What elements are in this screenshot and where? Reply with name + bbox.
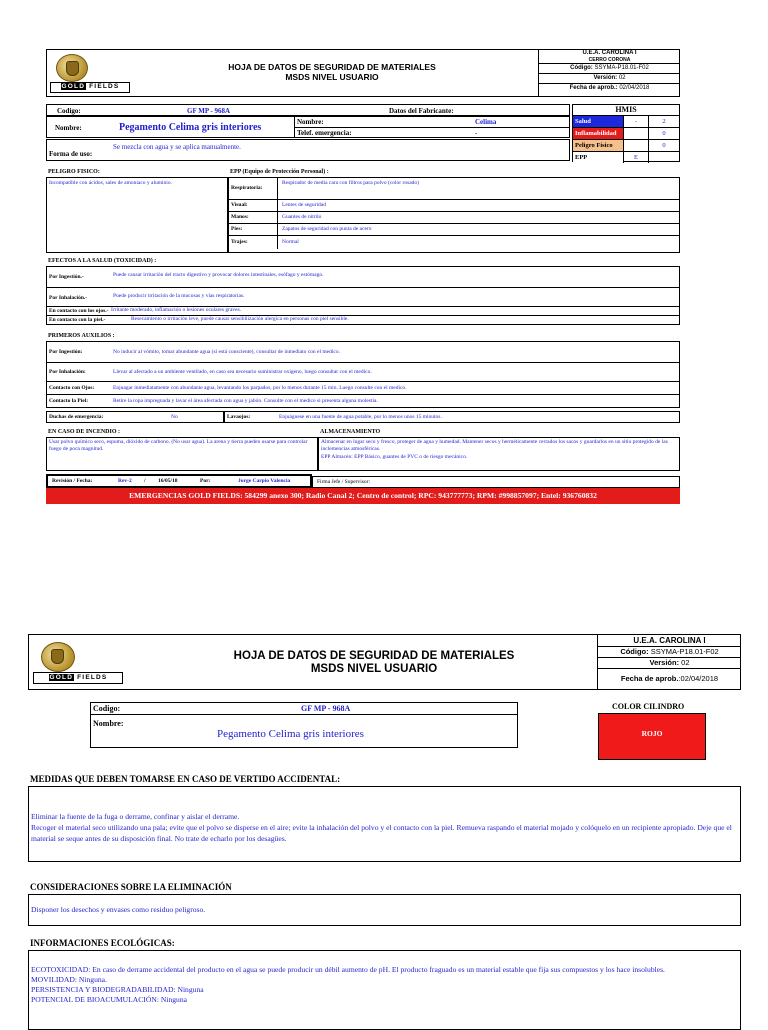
eliminacion-title: CONSIDERACIONES SOBRE LA ELIMINACIÓN	[30, 882, 232, 892]
eco-line: ECOTOXICIDAD: En caso de derrame accidental del producto en el agua se puede producir un débil aumento de pH. El producto fraguado es un material estable que fija sus compuestos y los hace insolubles.	[31, 965, 665, 974]
hmis-row-value: 2	[662, 118, 666, 125]
firma-label: Firma Jefe / Supervisor:	[317, 479, 371, 485]
forma-label: Forma de uso:	[49, 150, 93, 158]
page-title-2: HOJA DE DATOS DE SEGURIDAD DE MATERIALES MSDS NIVEL USUARIO	[233, 650, 515, 675]
incendio-box	[46, 437, 318, 471]
efectos-row-label: En contacto con la piel.-	[49, 317, 106, 323]
logo-wordmark: GOLD FIELDS	[33, 672, 123, 684]
auxilios-title: PRIMEROS AUXILIOS :	[48, 333, 115, 339]
duchas-value: No	[171, 414, 178, 420]
epp-row-value: Normal	[282, 239, 299, 246]
forma-uso-row	[46, 139, 570, 161]
codigo-value: SSYMA-P18.01-F02	[594, 65, 649, 71]
vertido-title: MEDIDAS QUE DEBEN TOMARSE EN CASO DE VERTIDO ACCIDENTAL:	[30, 774, 341, 784]
auxilios-row	[46, 381, 680, 395]
eco-line: POTENCIAL DE BIOACUMULACIÓN: Ninguna	[31, 995, 188, 1004]
epp-row	[229, 212, 679, 224]
emergency-contacts-bar: EMERGENCIAS GOLD FIELDS: 584299 anexo 300; Radio Canal 2; Centro de control; RPC: 943777773; RPM: #998857097; Entel: 936760832	[46, 488, 680, 504]
efectos-row-value: Irritante moderado, inflamación o lesiones oculares graves.	[111, 307, 242, 313]
fab-nombre-label: Nombre:	[297, 118, 324, 126]
eliminacion-box	[28, 894, 741, 926]
almacen-text: Almacenar en lugar seco y fresco, proteger de agua y humedad. Mantener secos y herméticamente cerrados los sacos y guardarlos en un sitio protegido de las inclemencias atmosféricas.	[321, 439, 668, 452]
efectos-row-value: Puede producir irritación de la mucosas y vías respiratorias.	[113, 293, 245, 299]
gold-fields-logo	[31, 637, 125, 687]
site-name: CERRO CORONA	[539, 57, 680, 64]
epp-title: EPP (Equipo de Protección Personal) :	[230, 169, 329, 175]
version-value: 02	[618, 75, 626, 81]
hmis-row	[573, 116, 679, 128]
auxilios-row	[46, 362, 680, 382]
vertido-box	[28, 786, 741, 862]
almacen-epp-text: EPP Almacén: EPP Básico, guantes de PVC o de riesgo mecánico.	[321, 454, 468, 460]
epp-row-label: Trajes:	[229, 236, 278, 249]
epp-row-value: Guantes de nitrilo	[282, 214, 322, 221]
forma-value: Se mezcla con agua y se aplica manualmente.	[113, 143, 241, 151]
lavaojos-value: Enjuáguese en una fuente de agua potable, por lo menos unos 15 minutos.	[279, 414, 442, 420]
color-cilindro-value: ROJO	[641, 729, 663, 738]
epp-row	[229, 178, 679, 200]
gold-fields-crest-icon	[41, 642, 75, 672]
auxilios-row-label: Por Inhalación:	[49, 369, 86, 375]
almacen-title: ALMACENAMIENTO	[320, 429, 381, 435]
epp-row-value: Zapatos de seguridad con punta de acero	[282, 226, 372, 233]
auxilios-row-label: Contacto con Ojos:	[49, 385, 95, 391]
epp-row-label: Pies:	[229, 224, 278, 235]
document-meta: U.E.A. CAROLINA I CERRO CORONA Código: SSYMA-P18.01-F02 Versión: 02 Fecha de aprob.: 02/04/2018	[538, 50, 680, 96]
gold-fields-logo	[48, 51, 132, 95]
revision-date: 16/05/18	[158, 478, 178, 484]
epp-row	[229, 224, 679, 236]
product-name: Pegamento Celima gris interiores	[119, 122, 262, 133]
efectos-row-label: En contacto con los ojos.-	[49, 308, 109, 314]
header-2	[28, 634, 741, 690]
incendio-title: EN CASO DE INCENDIO :	[48, 429, 121, 435]
codigo-label: Codigo:	[57, 107, 81, 115]
hmis-row	[573, 140, 679, 152]
hmis-row-mid	[624, 128, 649, 139]
codigo-value-2: GF MP - 968A	[301, 704, 351, 713]
efectos-row	[46, 287, 680, 307]
efectos-row	[46, 266, 680, 288]
revision-label: Revisión / Fecha:	[52, 478, 93, 484]
auxilios-row	[46, 394, 680, 408]
firma-row	[312, 476, 680, 488]
revision-row	[46, 474, 312, 488]
eco-title: INFORMACIONES ECOLÓGICAS:	[30, 938, 175, 948]
almacen-box	[318, 437, 680, 471]
document-meta-2: U.E.A. CAROLINA I Código: SSYMA-P18.01-F02 Versión: 02 Fecha de aprob.:02/04/2018	[597, 635, 741, 689]
hmis-row-label: Salud	[573, 116, 624, 127]
hmis-row	[573, 128, 679, 140]
peligro-title: PELIGRO FISICO:	[48, 169, 100, 175]
por-label: Por:	[200, 478, 211, 484]
hmis-row-value: 0	[662, 130, 666, 137]
hmis-row-value	[649, 152, 679, 163]
color-cilindro-swatch	[598, 713, 706, 760]
auxilios-row-label: Contacto la Piel:	[49, 398, 89, 404]
hmis-row-value: 0	[662, 142, 666, 149]
telef-label: Telef. emergencia:	[297, 129, 352, 137]
fab-nombre-value: Celima	[475, 118, 497, 126]
vertido-text-2: Recoger el material seco utilizando una pala; evite que el polvo se disperse en el aire; evite la inhalación del polvo y el contacto con la piel. Remueva raspando el material mojado y colóquelo en un recipiente apropiado. Deje que el material se seque antes de su disposición final. No trate de echarlo por los desagües.	[31, 823, 732, 843]
auxilios-row-value: Retire la ropa impregnada y lavar el área afectada con agua y jabón. Consulte con el medico si presenta alguna molestia.	[113, 398, 378, 404]
epp-row-value: Lentes de seguridad	[282, 202, 326, 209]
codigo-row	[46, 104, 570, 116]
duchas-label: Duchas de emergencia:	[49, 414, 104, 420]
efectos-title: EFECTOS A LA SALUD (TOXICIDAD) :	[48, 258, 157, 264]
efectos-row-label: Por Ingestión.-	[49, 274, 84, 280]
auxilios-row	[46, 341, 680, 363]
eco-line: MOVILIDAD: Ninguna.	[31, 975, 107, 984]
efectos-table	[46, 266, 680, 328]
hmis-row-mid	[624, 140, 649, 151]
codigo-value: GF MP - 968A	[187, 107, 231, 115]
auxilios-row-value: Enjuagar inmediatamente con abundante agua, levantando los parpados, por lo menos durante 15 min. Luego consulte con el medico.	[113, 385, 407, 391]
efectos-row	[46, 315, 680, 325]
epp-row	[229, 200, 679, 212]
hmis-row-mid: E	[624, 152, 649, 163]
por-value: Jorge Carpio Valencia	[238, 478, 291, 484]
lavaojos-row	[224, 411, 680, 423]
epp-row-label: Visual:	[229, 200, 278, 211]
logo-wordmark: GOLD FIELDS	[50, 82, 130, 93]
auxilios-row-value: Llevar al afectado a un ambiente ventilado, en caso sea necesario suministrar oxígeno, luego consultar con el medico.	[113, 369, 372, 375]
auxilios-row-value: No inducir al vómito, tomar abundante agua (si está consciente), consultar de inmediato con el medico.	[113, 349, 340, 355]
efectos-row-value: Puede causar irritación del tracto digestivo y provocar dolores intestinales, esófago y estómago.	[113, 272, 324, 278]
efectos-row-value: Resecamiento o irritación leve, puede causar sensibilización alergica en personas con piel sensible.	[131, 316, 349, 322]
lavaojos-label: Lavaojos:	[227, 414, 251, 420]
epp-row	[229, 236, 679, 249]
eco-box	[28, 950, 741, 1030]
hmis-row-label: Inflamabilidad	[573, 128, 624, 139]
gold-fields-crest-icon	[56, 54, 88, 82]
incendio-text: Usar polvo químico seco, espuma, dióxido de carbono. (No usar agua). La arena y tierra pueden usarse para controlar fuego de poca magnitud.	[49, 439, 308, 452]
codigo-label-2: Codigo:	[93, 704, 121, 713]
page-title: HOJA DE DATOS DE SEGURIDAD DE MATERIALES MSDS NIVEL USUARIO	[228, 62, 436, 82]
revision-value: Rev-2	[118, 478, 132, 484]
eliminacion-text: Disponer los desechos y envases como residuo peligroso.	[31, 905, 206, 914]
nombre-row	[46, 116, 570, 138]
peligro-box	[46, 177, 228, 253]
product-id-box-2	[90, 702, 518, 748]
epp-row-label: Respiratoria:	[229, 178, 278, 199]
nombre-label: Nombre:	[55, 124, 82, 132]
epp-row-value: Respirador de media cara con filtros para polvo (color rosado)	[282, 180, 419, 186]
fecha-value: 02/04/2018	[619, 85, 650, 91]
hmis-title: HMIS	[573, 105, 679, 116]
revision-sep: /	[144, 478, 146, 484]
telef-value: -	[475, 129, 478, 137]
peligro-text: Incompatible con ácidos, sales de amoniaco y aluminio.	[49, 180, 172, 186]
auxilios-row-label: Por Ingestión:	[49, 349, 83, 355]
fabricante-label: Datos del Fabricante:	[389, 107, 454, 115]
hmis-table	[572, 104, 680, 162]
epp-row-label: Manos:	[229, 212, 278, 223]
duchas-row	[46, 411, 224, 423]
eco-line: PERSISTENCIA Y BIODEGRADABILIDAD: Ninguna	[31, 985, 204, 994]
hmis-row-label: Peligro Físico	[573, 140, 624, 151]
color-cilindro-label: COLOR CILINDRO	[612, 702, 685, 711]
efectos-row-label: Por Inhalación.-	[49, 295, 88, 301]
auxilios-table	[46, 341, 680, 409]
hmis-row-mid: -	[624, 116, 649, 127]
header-1	[46, 49, 680, 97]
uea-name: U.E.A. CAROLINA I	[582, 50, 637, 56]
hmis-row	[573, 152, 679, 163]
uea-name-2: U.E.A. CAROLINA I	[598, 635, 741, 647]
product-name-2: Pegamento Celima gris interiores	[217, 728, 364, 740]
vertido-text-1: Eliminar la fuente de la fuga o derrame, confinar y aislar el derrame.	[31, 812, 240, 821]
hmis-row-label: EPP	[573, 152, 624, 163]
nombre-label-2: Nombre:	[93, 719, 124, 728]
epp-table	[228, 177, 680, 253]
